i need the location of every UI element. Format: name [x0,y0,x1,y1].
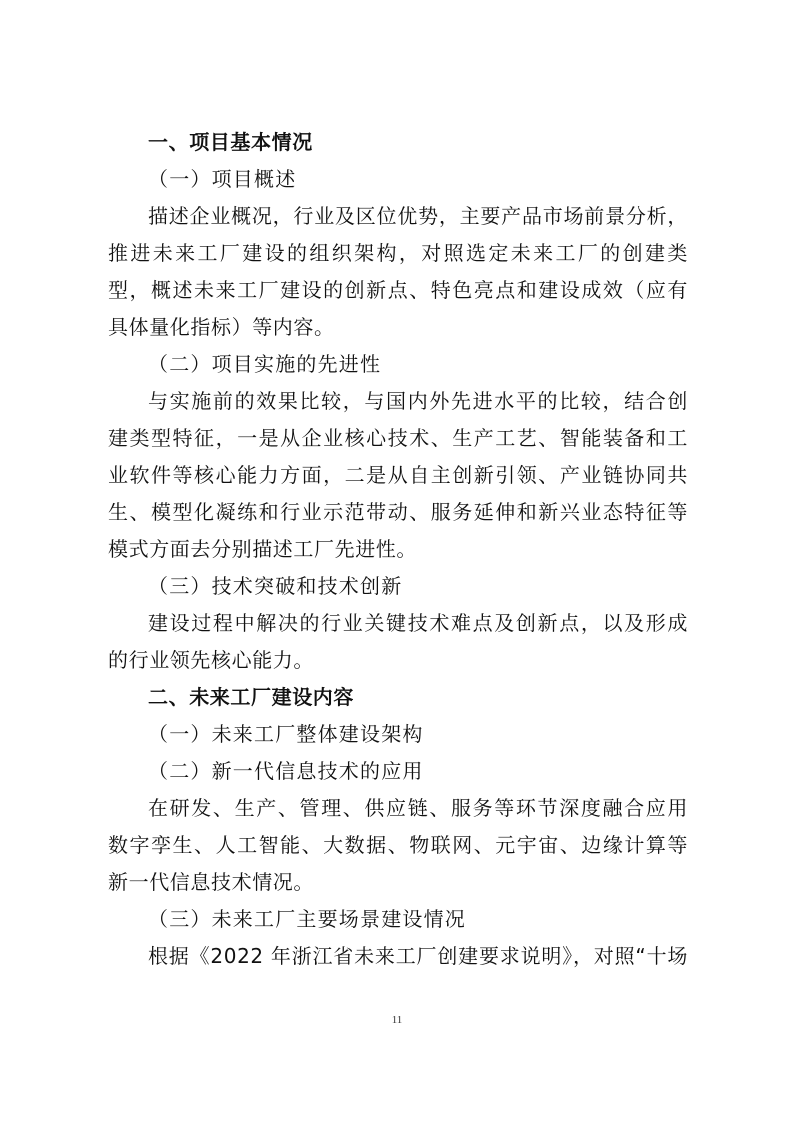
document-body [108,124,688,975]
paragraph-line: 推进未来工厂建设的组织架构，对照选定未来工厂的创建类 [108,241,688,265]
paragraph-line: 与实施前的效果比较，与国内外先进水平的比较，结合创 [148,389,688,413]
paragraph-line: 新一代信息技术情况。 [108,870,314,894]
paragraph-line: 模式方面去分别描述工厂先进性。 [108,537,417,561]
paragraph-line: 具体量化指标）等内容。 [108,315,335,339]
paragraph-line: 建设过程中解决的行业关键技术难点及创新点，以及形成 [148,611,688,635]
paragraph-line: 建类型特征，一是从企业核心技术、生产工艺、智能装备和工 [108,426,688,450]
paragraph-line: 在研发、生产、管理、供应链、服务等环节深度融合应用 [148,796,688,820]
page-number: 11 [391,1014,403,1026]
subsection-heading-1-1: （一）项目概述 [148,167,297,191]
paragraph-line: 型，概述未来工厂建设的创新点、特色亮点和建设成效（应有 [108,278,688,302]
subsection-heading-2-1: （一）未来工厂整体建设架构 [148,722,424,746]
subsection-heading-1-3: （三）技术突破和技术创新 [148,574,403,598]
paragraph-line: 的行业领先核心能力。 [108,648,314,672]
subsection-heading-1-2: （二）项目实施的先进性 [148,352,382,376]
paragraph-line: 业软件等核心能力方面，二是从自主创新引领、产业链协同共 [108,463,688,487]
paragraph-line: 生、模型化凝练和行业示范带动、服务延伸和新兴业态特征等 [108,500,688,524]
subsection-heading-2-2: （二）新一代信息技术的应用 [148,759,424,783]
paragraph-line: 根据《2022 年浙江省未来工厂创建要求说明》，对照“十场 [148,944,688,968]
paragraph-line: 描述企业概况，行业及区位优势，主要产品市场前景分析， [148,204,688,228]
section-heading-1: 一、项目基本情况 [148,130,313,154]
subsection-heading-2-3: （三）未来工厂主要场景建设情况 [148,907,466,931]
paragraph-line: 数字孪生、人工智能、大数据、物联网、元宇宙、边缘计算等 [108,833,688,857]
section-heading-2: 二、未来工厂建设内容 [148,685,354,709]
